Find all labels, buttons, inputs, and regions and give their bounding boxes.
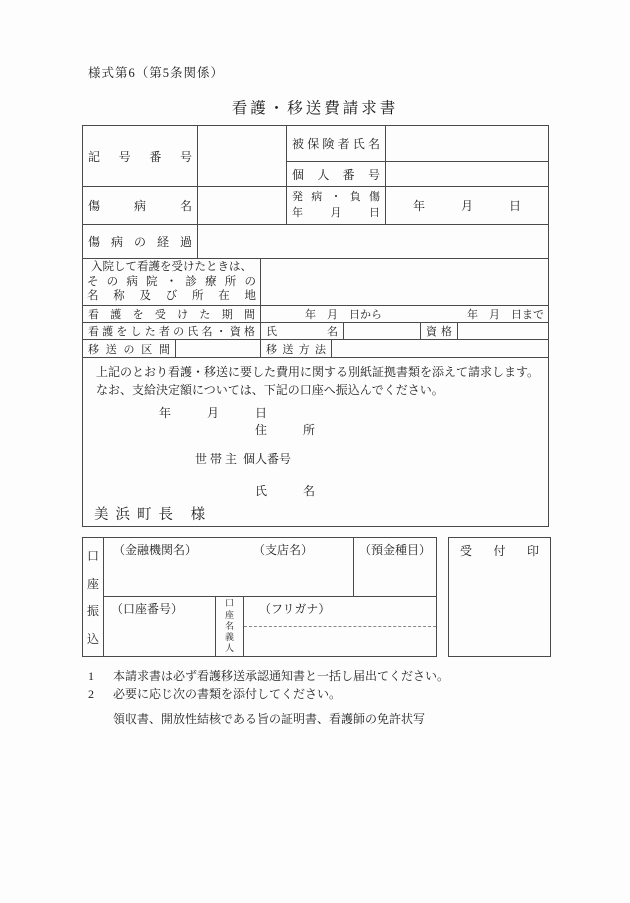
receipt-stamp-box <box>448 537 551 657</box>
symbol-number-label: 記号番号 <box>88 149 192 164</box>
personal-number-label: 個人番号 <box>292 167 380 182</box>
disease-label-cell <box>83 187 198 224</box>
row-care-period <box>83 305 548 322</box>
personal-number-input[interactable] <box>386 162 548 186</box>
householder-name-label: 氏 名 <box>255 484 316 498</box>
personal-number-label-cell <box>287 162 386 186</box>
carer-name-label-cell <box>261 323 344 339</box>
bank-vertical-char-3: 振 <box>86 604 99 619</box>
progress-label-cell <box>83 225 198 258</box>
account-holder-vertical-label <box>216 597 244 656</box>
attachments-line: 領収書、開放性結核である旨の証明書、看護師の免許状写 <box>113 712 426 726</box>
row-hospital <box>83 258 548 305</box>
transport-section-label-cell <box>83 340 176 357</box>
carer-label: 看護をした者の氏名・資格 <box>88 326 255 338</box>
holder-char-2: 座 <box>224 609 234 620</box>
insured-name-label-cell <box>287 126 386 161</box>
note-text-2: 必要に応じ次の書類を添付してください。 <box>113 687 342 701</box>
account-holder-name-input[interactable] <box>244 627 436 656</box>
bank-transfer-table <box>82 537 437 657</box>
holder-char-4: 義 <box>224 632 234 643</box>
row-carer <box>83 322 548 339</box>
symbol-number-label-cell <box>83 126 198 186</box>
transport-method-input[interactable] <box>332 340 548 357</box>
financial-institution-input[interactable] <box>104 538 354 596</box>
furigana-input[interactable] <box>244 597 436 627</box>
statement-line1: 上記のとおり看護・移送に要した費用に関する別紙証拠書類を添えて請求します。 <box>96 365 540 379</box>
carer-qualification-label: 資格 <box>426 326 452 338</box>
bank-row-account <box>104 597 436 656</box>
householder-personal-number-label: 世 帯 主 個人番号 <box>195 452 292 466</box>
bank-vertical-char-1: 口 <box>86 549 99 563</box>
deposit-type-label: （預金種目） <box>358 543 431 557</box>
note-number-1: 1 <box>88 669 94 683</box>
progress-label: 傷病の経過 <box>88 235 192 249</box>
symbol-number-input[interactable] <box>198 126 287 186</box>
claim-date-input[interactable]: 年 月 日 <box>159 406 268 420</box>
furigana-label: （フリガナ） <box>259 602 331 616</box>
carer-name-label: 氏名 <box>266 326 338 338</box>
bank-vertical-char-4: 込 <box>86 631 99 646</box>
bank-vertical-char-2: 座 <box>86 576 99 591</box>
transport-section-label: 移送の区間 <box>88 343 170 356</box>
carer-qualification-label-cell <box>421 323 458 339</box>
hospital-label-line1: 入院して看護を受けたときは、 <box>91 260 252 273</box>
row-disease <box>83 186 548 224</box>
insured-name-label: 被保険者氏名 <box>292 137 380 151</box>
disease-name-input[interactable] <box>198 187 287 224</box>
care-period-label: 看護を受けた期間 <box>88 309 255 321</box>
onset-date-placeholder: 年 月 日 <box>412 199 521 213</box>
holder-char-3: 名 <box>224 620 234 631</box>
form-title: 看護・移送費請求書 <box>231 100 399 117</box>
transport-method-label-cell <box>261 340 332 357</box>
note-number-2: 2 <box>88 687 94 701</box>
row-progress <box>83 224 548 258</box>
holder-char-1: 口 <box>224 598 234 609</box>
addressee-label: 美浜町長 様 <box>94 507 213 523</box>
row-symbol-insured <box>83 126 548 186</box>
onset-label-line1: 発病・負傷 <box>292 190 380 203</box>
care-period-to: 年 月 日まで <box>467 309 544 321</box>
insured-column <box>287 126 548 186</box>
bank-vertical-label <box>83 538 104 656</box>
hospital-label-cell <box>83 259 261 305</box>
disease-label: 傷病名 <box>88 199 192 213</box>
branch-label: （支店名） <box>253 543 314 557</box>
onset-date-input[interactable] <box>386 187 548 224</box>
care-period-input[interactable] <box>261 306 548 322</box>
carer-name-input[interactable] <box>344 323 421 339</box>
financial-institution-label: （金融機関名） <box>113 543 198 557</box>
note-item-1 <box>88 667 548 685</box>
note-item-2 <box>88 685 548 703</box>
form-style-number: 様式第6（第5条関係） <box>88 66 225 80</box>
holder-char-5: 人 <box>224 643 234 654</box>
carer-label-cell <box>83 323 261 339</box>
bank-row-institution <box>104 538 436 597</box>
transport-method-label: 移送方法 <box>266 343 326 356</box>
footer-notes <box>88 667 548 728</box>
statement-block <box>83 357 548 528</box>
deposit-type-input[interactable] <box>354 538 436 596</box>
progress-input[interactable] <box>198 225 548 258</box>
insured-name-input[interactable] <box>386 126 548 161</box>
account-number-input[interactable] <box>104 597 216 656</box>
transport-section-input[interactable] <box>176 340 261 357</box>
claim-table <box>82 125 549 527</box>
hospital-input[interactable] <box>261 259 548 305</box>
hospital-label-line3: 名称及び所在地 <box>87 290 256 303</box>
onset-label-cell <box>287 187 386 224</box>
row-personal-number <box>287 162 548 186</box>
carer-qualification-input[interactable] <box>458 323 548 339</box>
row-insured-name <box>287 126 548 162</box>
account-number-label: （口座番号） <box>111 602 184 616</box>
address-label: 住 所 <box>255 423 316 437</box>
hospital-label-line2: その病院・診療所の <box>87 275 256 288</box>
statement-line2: なお、支給決定額については、下記の口座へ振込んでください。 <box>96 383 444 397</box>
care-period-from: 年 月 日から <box>305 309 382 321</box>
receipt-stamp-label: 受付印 <box>460 544 539 558</box>
account-holder-name-cell <box>244 597 436 656</box>
bank-main-area <box>104 538 436 656</box>
row-transport <box>83 339 548 357</box>
onset-label-line2: 年月日 <box>292 206 380 219</box>
note-text-1: 本請求書は必ず看護移送承認通知書と一括し届出てください。 <box>113 669 450 683</box>
care-period-label-cell <box>83 306 261 322</box>
